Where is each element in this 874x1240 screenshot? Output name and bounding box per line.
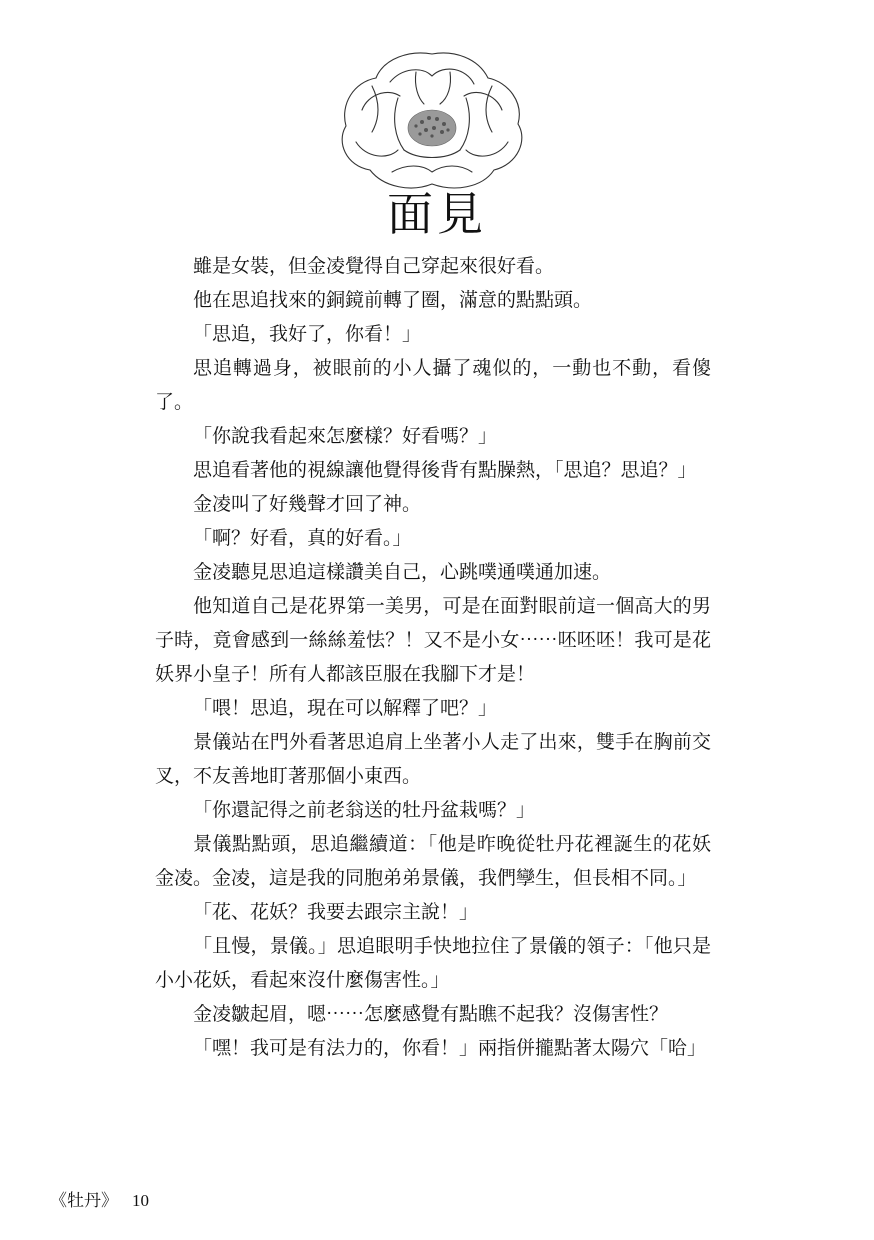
peony-flower-icon	[332, 46, 532, 196]
paragraph: 他在思追找來的銅鏡前轉了圈，滿意的點點頭。	[193, 289, 593, 311]
paragraph: 金凌叫了好幾聲才回了神。	[193, 493, 422, 515]
paragraph: 「啊？好看，真的好看。」	[193, 527, 412, 549]
story-body	[155, 249, 711, 1065]
paragraph: 「思追，我好了，你看！」	[193, 323, 422, 345]
paragraph: 金凌聽見思追這樣讚美自己，心跳噗通噗通加速。	[193, 561, 612, 583]
paragraph: 他知道自己是花界第一美男，可是在面對眼前這一個高大的男子時，竟會感到一絲絲羞怯？！又不是小女⋯⋯呸呸呸！我可是花妖界小皇子！所有人都該臣服在我腳下才是！	[155, 595, 711, 685]
paragraph: 「且慢，景儀。」思追眼明手快地拉住了景儀的領子：「他只是小小花妖，看起來沒什麼傷害性。」	[155, 935, 711, 991]
page-footer	[50, 1189, 149, 1213]
paragraph: 金凌皺起眉，嗯⋯⋯怎麼感覺有點瞧不起我？沒傷害性？	[193, 1003, 669, 1025]
paragraph: 「你還記得之前老翁送的牡丹盆栽嗎？」	[193, 799, 536, 821]
page-number: 10	[132, 1191, 149, 1210]
paragraph: 思追看著他的視線讓他覺得後背有點臊熱，「思追？思追？」	[193, 459, 697, 481]
paragraph: 雖是女裝，但金凌覺得自己穿起來很好看。	[193, 255, 555, 277]
paragraph: 景儀點點頭，思追繼續道：「他是昨晚從牡丹花裡誕生的花妖金凌。金凌，這是我的同胞弟弟景儀，我們孿生，但長相不同。」	[155, 833, 711, 889]
paragraph: 「嘿！我可是有法力的，你看！」兩指併攏點著太陽穴「哈」	[193, 1037, 707, 1059]
paragraph: 「你說我看起來怎麼樣？好看嗎？」	[193, 425, 498, 447]
paragraph: 「喂！思追，現在可以解釋了吧？」	[193, 697, 498, 719]
paragraph: 「花、花妖？我要去跟宗主說！」	[193, 901, 479, 923]
book-title: 《牡丹》	[50, 1191, 118, 1211]
paragraph: 景儀站在門外看著思追肩上坐著小人走了出來，雙手在胸前交叉，不友善地盯著那個小東西。	[155, 731, 711, 787]
paragraph: 思追轉過身，被眼前的小人攝了魂似的，一動也不動，看傻了。	[155, 357, 711, 413]
chapter-title: 面見	[387, 187, 487, 241]
